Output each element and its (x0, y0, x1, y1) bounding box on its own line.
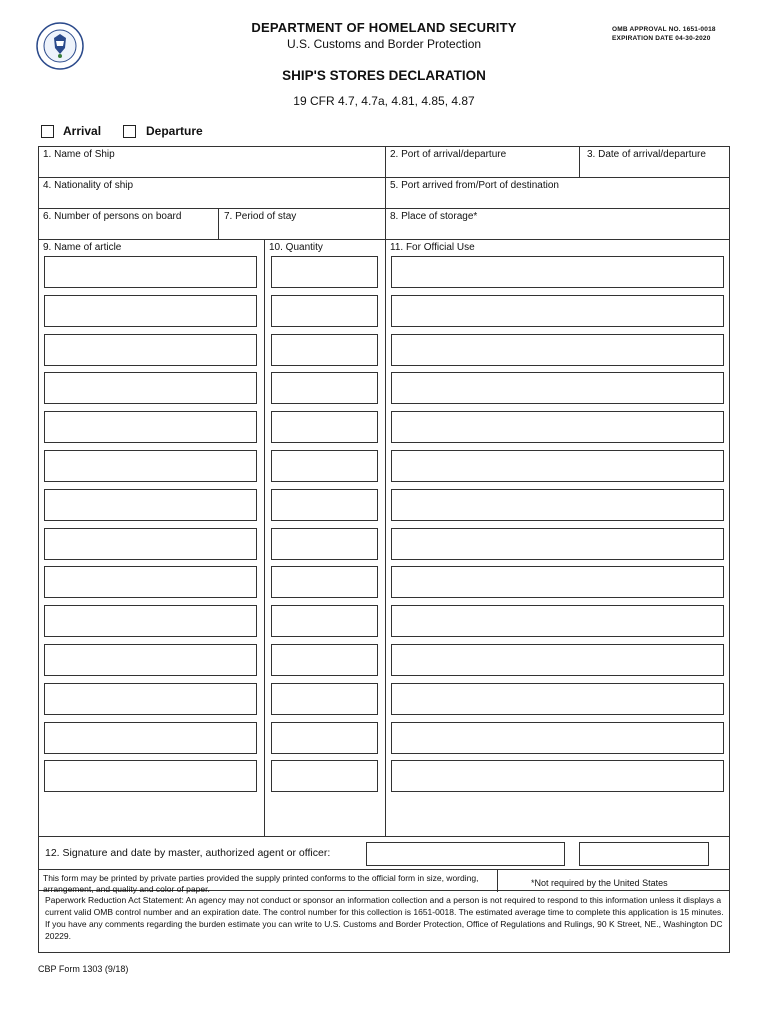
label-storage: 8. Place of storage* (390, 211, 478, 222)
expiration-date: EXPIRATION DATE 04-30-2020 (612, 35, 711, 42)
official-use-field[interactable] (391, 566, 724, 598)
article-field[interactable] (44, 528, 257, 560)
signature-field[interactable] (366, 842, 565, 866)
arrival-label: Arrival (63, 124, 102, 138)
quantity-field[interactable] (271, 528, 378, 560)
form-title: SHIP'S STORES DECLARATION (282, 68, 486, 83)
official-use-field[interactable] (391, 760, 724, 792)
official-use-field[interactable] (391, 450, 724, 482)
quantity-field[interactable] (271, 760, 378, 792)
official-use-field[interactable] (391, 411, 724, 443)
departure-checkbox[interactable] (123, 125, 136, 138)
article-field[interactable] (44, 256, 257, 288)
not-required-note: *Not required by the United States (531, 878, 668, 888)
print-notice: This form may be printed by private parties provided the supply printed conforms to the official form in size, wording, arrangement, and quality and color of paper. (43, 873, 479, 894)
article-field[interactable] (44, 411, 257, 443)
article-field[interactable] (44, 605, 257, 637)
quantity-field[interactable] (271, 489, 378, 521)
cfr-reference: 19 CFR 4.7, 4.7a, 4.81, 4.85, 4.87 (293, 94, 475, 108)
label-period: 7. Period of stay (224, 211, 297, 222)
quantity-field[interactable] (271, 295, 378, 327)
quantity-field[interactable] (271, 334, 378, 366)
signature-label: 12. Signature and date by master, authorized agent or officer: (45, 847, 331, 859)
official-use-field[interactable] (391, 372, 724, 404)
departure-label: Departure (146, 124, 203, 138)
signature-date-field[interactable] (579, 842, 709, 866)
official-use-field[interactable] (391, 334, 724, 366)
label-nationality: 4. Nationality of ship (43, 180, 134, 191)
quantity-field[interactable] (271, 722, 378, 754)
official-use-field[interactable] (391, 644, 724, 676)
official-use-field[interactable] (391, 605, 724, 637)
paperwork-box (38, 891, 730, 953)
article-field[interactable] (44, 489, 257, 521)
article-field[interactable] (44, 372, 257, 404)
label-article: 9. Name of article (43, 242, 122, 253)
label-official-use: 11. For Official Use (390, 242, 475, 253)
omb-approval: OMB APPROVAL NO. 1651-0018 (612, 26, 716, 33)
arrival-checkbox[interactable] (41, 125, 54, 138)
label-port-from: 5. Port arrived from/Port of destination (390, 180, 559, 191)
official-use-field[interactable] (391, 528, 724, 560)
article-field[interactable] (44, 683, 257, 715)
quantity-field[interactable] (271, 683, 378, 715)
article-field[interactable] (44, 760, 257, 792)
quantity-field[interactable] (271, 644, 378, 676)
quantity-field[interactable] (271, 450, 378, 482)
department-name: DEPARTMENT OF HOMELAND SECURITY (251, 20, 517, 35)
article-field[interactable] (44, 334, 257, 366)
form-number: CBP Form 1303 (9/18) (38, 964, 129, 974)
label-persons: 6. Number of persons on board (43, 211, 182, 222)
form-frame (38, 146, 730, 894)
label-port: 2. Port of arrival/departure (390, 149, 507, 160)
article-field[interactable] (44, 566, 257, 598)
label-quantity: 10. Quantity (269, 242, 323, 253)
official-use-field[interactable] (391, 256, 724, 288)
quantity-field[interactable] (271, 256, 378, 288)
official-use-field[interactable] (391, 489, 724, 521)
quantity-field[interactable] (271, 566, 378, 598)
article-field[interactable] (44, 644, 257, 676)
official-use-field[interactable] (391, 295, 724, 327)
official-use-field[interactable] (391, 722, 724, 754)
label-date: 3. Date of arrival/departure (587, 149, 706, 160)
article-field[interactable] (44, 722, 257, 754)
article-field[interactable] (44, 450, 257, 482)
article-field[interactable] (44, 295, 257, 327)
quantity-field[interactable] (271, 372, 378, 404)
agency-name: U.S. Customs and Border Protection (286, 37, 482, 51)
quantity-field[interactable] (271, 605, 378, 637)
paperwork-statement: Paperwork Reduction Act Statement: An agency may not conduct or sponsor an information collection and a person is not required to respond to this information unless it displays a current valid OMB control number and an expiration date. The control number for this collection is 1651-0018. The estimated average time to complete this application is 15 minutes. If you have any comments regarding the burden estimate you can write to U.S. Customs and Border Protection, Office of Regulations and Rulings, 90 K Street, NE., Washington DC 20229. (45, 895, 724, 941)
label-name-of-ship: 1. Name of Ship (43, 149, 115, 160)
omb-info (612, 25, 716, 43)
quantity-field[interactable] (271, 411, 378, 443)
official-use-field[interactable] (391, 683, 724, 715)
